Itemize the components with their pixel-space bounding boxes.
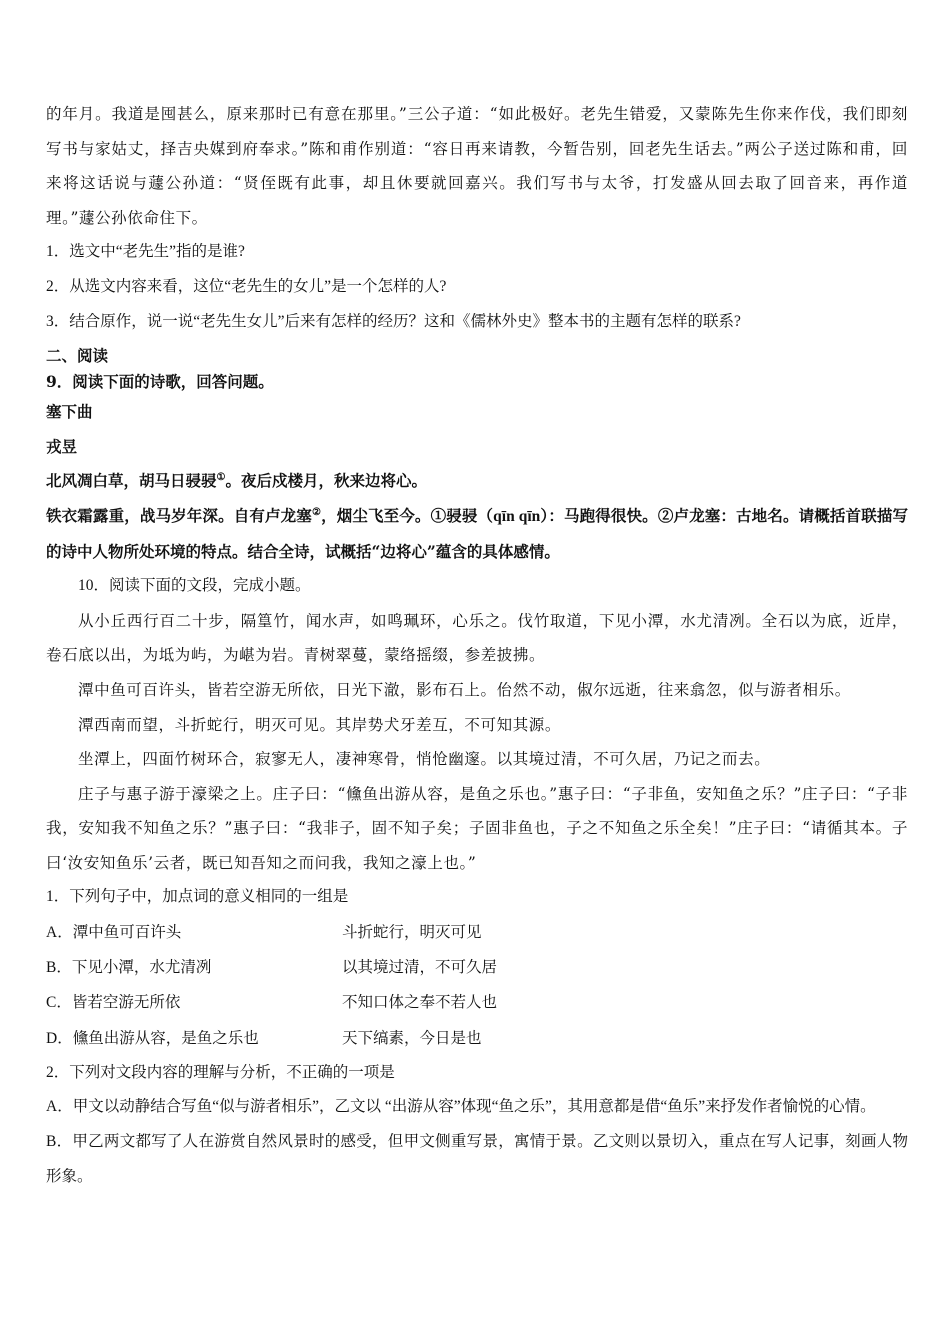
option-d-right: 天下缟素，今日是也 — [342, 1029, 482, 1047]
question-9-prompt: 9．阅读下面的诗歌，回答问题。 — [46, 372, 274, 392]
footnote-mark-1: ① — [216, 472, 226, 484]
passage-paragraph-1: 从小丘西行百二十步，隔篁竹，闻水声，如鸣珮环，心乐之。伐竹取道，下见小潭，水尤清冽。全石以为底，近岸，卷石底以出，为坻为屿，为嵁为岩。青树翠蔓，蒙络摇缀，参差披拂。 — [46, 611, 908, 665]
subquestion-2-option-b: B．甲乙两文都写了人在游赏自然风景时的感受，但甲文侧重写景，寓情于景。乙文则以景切入，重点在写人记事，刻画人物形象。 — [46, 1133, 908, 1185]
poem-author: 戎昱 — [46, 436, 78, 456]
poem-line-1-end: 。夜后戍楼月，秋来边将心。 — [225, 471, 427, 491]
previous-passage-text: 的年月。我道是囤甚么，原来那时已有意在那里。”三公子道：“如此极好。老先生错爱，又蒙陈先生你来作伐，我们即刻写书与家姑丈，择吉央媒到府奉求。”陈和甫作别道：“容日再来请教，今暂告别，回老先生话去。”两公子送过陈和甫，回来将这话说与蘧公孙道：“贤侄既有此事，却且休要就回嘉兴。我们写书与太爷，打发盛从回去取了回音来，再作道理。”蘧公孙依命住下。 — [46, 105, 908, 227]
option-row-a — [46, 915, 908, 950]
passage-paragraph-5: 庄子与惠子游于濠梁之上。庄子曰：“儵鱼出游从容，是鱼之乐也。”惠子曰：“子非鱼，安知鱼之乐？”庄子曰：“子非我，安知我不知鱼之乐？”惠子曰：“我非子，固不知子矣；子固非鱼也，子之不知鱼之乐全矣！”庄子曰：“请循其本。子曰‘汝安知鱼乐’云者，既已知吾知之而问我，我知之濠上也。” — [46, 784, 908, 872]
option-b-left: B．下见小潭，水尤清冽 — [46, 959, 212, 977]
passage-paragraph-4: 坐潭上，四面竹树环合，寂寥无人，凄神寒骨，悄怆幽邃。以其境过清，不可久居，乃记之而去。 — [78, 750, 771, 769]
subquestion-1-stem: 1．下列句子中，加点词的意义相同的一组是 — [46, 888, 349, 906]
passage-paragraph-3: 潭西南而望，斗折蛇行，明灭可见。其岸势犬牙差互，不可知其源。 — [78, 715, 562, 734]
document-body — [46, 97, 908, 1194]
question-10-prompt: 10．阅读下面的文段，完成小题。 — [78, 577, 311, 595]
pinyin-annotation: qīn qīn — [493, 507, 541, 525]
option-c-left: C．皆若空游无所依 — [46, 994, 181, 1012]
poem-line-2-and-notes — [46, 499, 908, 569]
option-row-b — [46, 950, 908, 985]
question-1: 1．选文中“老先生”指的是谁? — [46, 243, 245, 261]
subquestion-2-stem: 2．下列对文段内容的理解与分析，不正确的一项是 — [46, 1063, 395, 1081]
section-heading: 二、阅读 — [46, 346, 109, 366]
poem-line-1-text: 北风凋白草，胡马日骎骎 — [46, 471, 217, 491]
poem-line-2-text: 铁衣霜露重，战马岁年深。自有卢龙塞 — [46, 505, 312, 525]
option-c-right: 不知口体之奉不若人也 — [342, 994, 498, 1012]
poem-title: 塞下曲 — [46, 402, 93, 422]
option-a-right: 斗折蛇行，明灭可见 — [342, 924, 482, 942]
subquestion-2-option-a: A．甲文以动静结合写鱼“似与游者相乐”，乙文以 “出游从容”体现“鱼之乐”，其用意都是借“鱼乐”来抒发作者愉悦的心情。 — [46, 1098, 876, 1116]
option-a-left: A．潭中鱼可百许头 — [46, 924, 182, 942]
question-2: 2．从选文内容来看，这位“老先生的女儿”是一个怎样的人? — [46, 277, 447, 295]
option-row-c — [46, 985, 908, 1020]
footnote-mark-2: ② — [311, 506, 322, 518]
poem-line-1 — [46, 464, 908, 499]
option-d-left: D．儵鱼出游从容，是鱼之乐也 — [46, 1029, 259, 1047]
option-b-right: 以其境过清，不可久居 — [342, 959, 498, 977]
notes-and-question: ）：马跑得很快。②卢龙塞：古地名。请概括首联描写的诗中人物所处环境的特点。结合全诗，试概括“边将心”蕴含的具体感情。 — [46, 505, 908, 561]
option-row-d — [46, 1021, 908, 1056]
passage-paragraph-2: 潭中鱼可百许头，皆若空游无所依，日光下澈，影布石上。佁然不动，俶尔远逝，往来翕忽，似与游者相乐。 — [78, 680, 851, 699]
question-3: 3．结合原作，说一说“老先生女儿”后来有怎样的经历？这和《儒林外史》整本书的主题有怎样的联系? — [46, 312, 741, 330]
poem-line-2-mid: ，烟尘飞至今。①骎骎（ — [321, 505, 494, 525]
